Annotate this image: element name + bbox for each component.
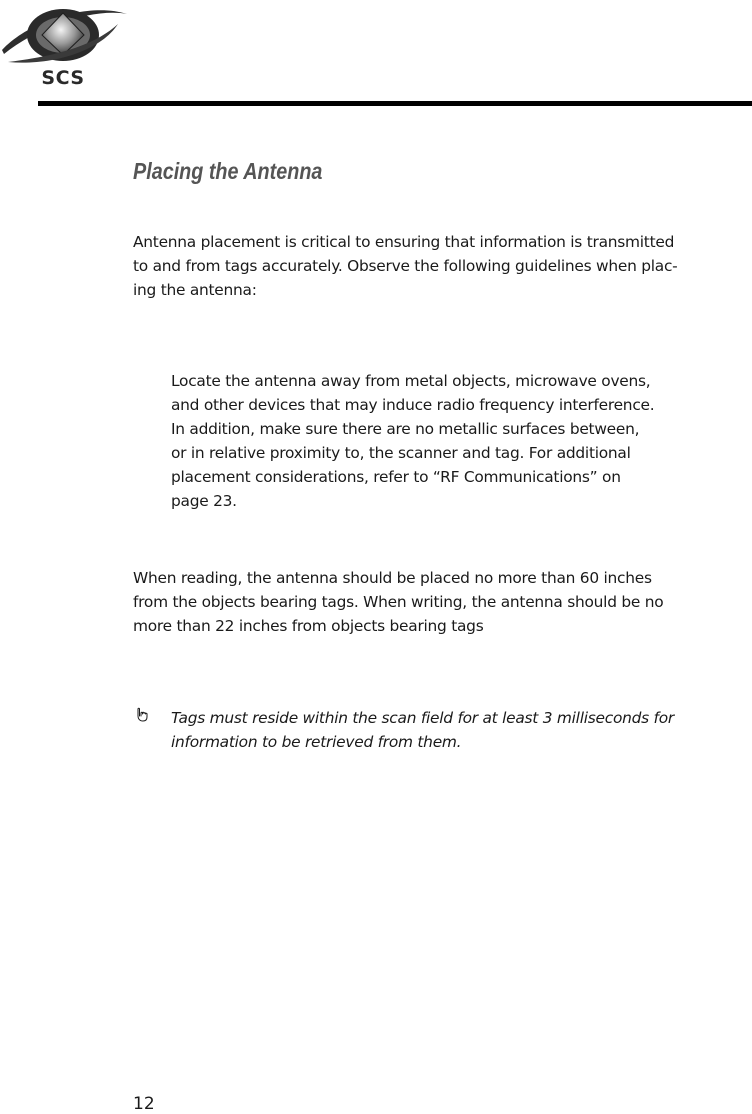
section-title: Placing the Antenna [133,158,323,184]
logo-text: SCS [41,67,85,89]
reading-paragraph [133,566,752,638]
guideline-line: or in relative proximity to, the scanner and tag. For additional [171,444,631,462]
reading-line: from the objects bearing tags. When writing, the antenna should be no [133,593,664,611]
intro-line: ing the antenna: [133,281,257,299]
guideline-line: and other devices that may induce radio frequency interference. [171,396,655,414]
reading-line: more than 22 inches from objects bearing tags [133,617,484,635]
header-rule [38,101,752,106]
intro-line: to and from tags accurately. Observe the following guidelines when plac- [133,257,678,275]
guideline-line: In addition, make sure there are no metallic surfaces between, [171,420,640,438]
note-paragraph [171,706,752,754]
note-line: information to be retrieved from them. [171,733,462,751]
guideline-line: Locate the antenna away from metal objects, microwave ovens, [171,372,651,390]
intro-paragraph [133,230,752,302]
pointing-hand-icon [135,707,151,723]
guideline-paragraph [171,369,731,513]
intro-line: Antenna placement is critical to ensuring that information is transmitted [133,233,675,251]
guideline-line: page 23. [171,492,237,510]
note-line: Tags must reside within the scan field for at least 3 milliseconds for [171,709,674,727]
page-number: 12 [133,1094,155,1114]
guideline-line: placement considerations, refer to “RF Communications” on [171,468,621,486]
reading-line: When reading, the antenna should be placed no more than 60 inches [133,569,652,587]
scs-logo [0,0,130,90]
